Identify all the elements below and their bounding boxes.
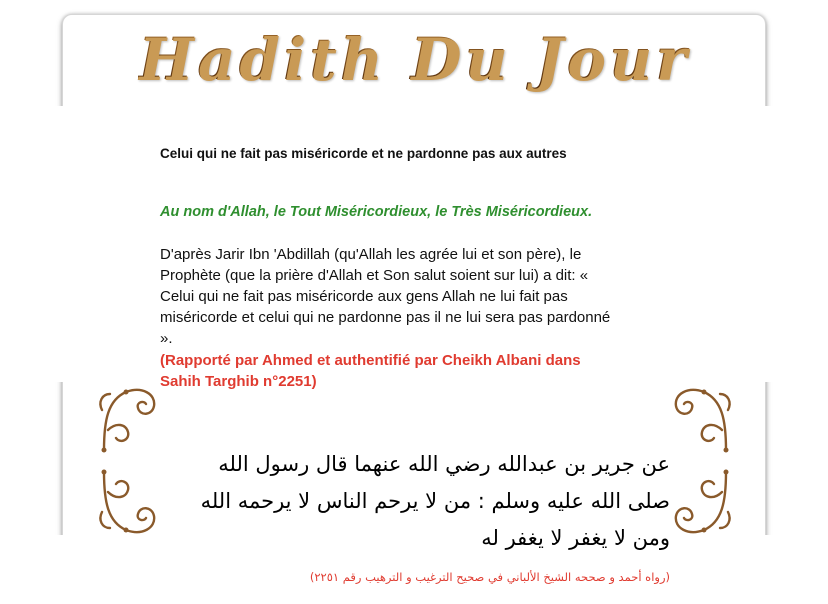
flourish-ornament-icon — [96, 380, 166, 460]
hadith-french-line: Celui qui ne fait pas miséricorde aux gens Allah ne lui fait pas — [160, 288, 568, 305]
hadith-source-french — [160, 350, 680, 392]
hadith-arabic-line: صلى الله عليه وسلم : من لا يرحم الناس لا يرحمه الله — [200, 489, 670, 513]
basmala: Au nom d'Allah, le Tout Miséricordieux, le Très Miséricordieux. — [160, 204, 593, 220]
flourish-ornament-icon — [664, 462, 734, 542]
hadith-source-arabic: (رواه أحمد و صححه الشيخ الألباني في صحيح الترغيب و الترهيب رقم ٢٢٥١) — [309, 570, 670, 584]
hadith-french-line: miséricorde et celui qui ne pardonne pas il ne lui sera pas pardonné — [160, 309, 611, 326]
hadith-french — [160, 244, 680, 349]
source-french-line: (Rapporté par Ahmed et authentifié par Cheikh Albani dans — [160, 352, 581, 369]
banner — [0, 12, 828, 106]
hadith-arabic-line: عن جرير بن عبدالله رضي الله عنهما قال رسول الله — [218, 452, 670, 476]
hadith-arabic — [176, 446, 670, 557]
hadith-french-line: D'après Jarir Ibn 'Abdillah (qu'Allah les agrée lui et son père), le — [160, 246, 582, 263]
hadith-subtitle: Celui qui ne fait pas miséricorde et ne pardonne pas aux autres — [160, 146, 567, 161]
source-french-line: Sahih Targhib n°2251) — [160, 373, 317, 390]
banner-title: Hadith Du Jour — [138, 25, 690, 93]
flourish-ornament-icon — [96, 462, 166, 542]
hadith-french-line: ». — [160, 330, 173, 347]
hadith-french-line: Prophète (que la prière d'Allah et Son salut soient sur lui) a dit: « — [160, 267, 589, 284]
hadith-arabic-line: ومن لا يغفر لا يغفر له — [481, 526, 670, 550]
flourish-ornament-icon — [664, 380, 734, 460]
